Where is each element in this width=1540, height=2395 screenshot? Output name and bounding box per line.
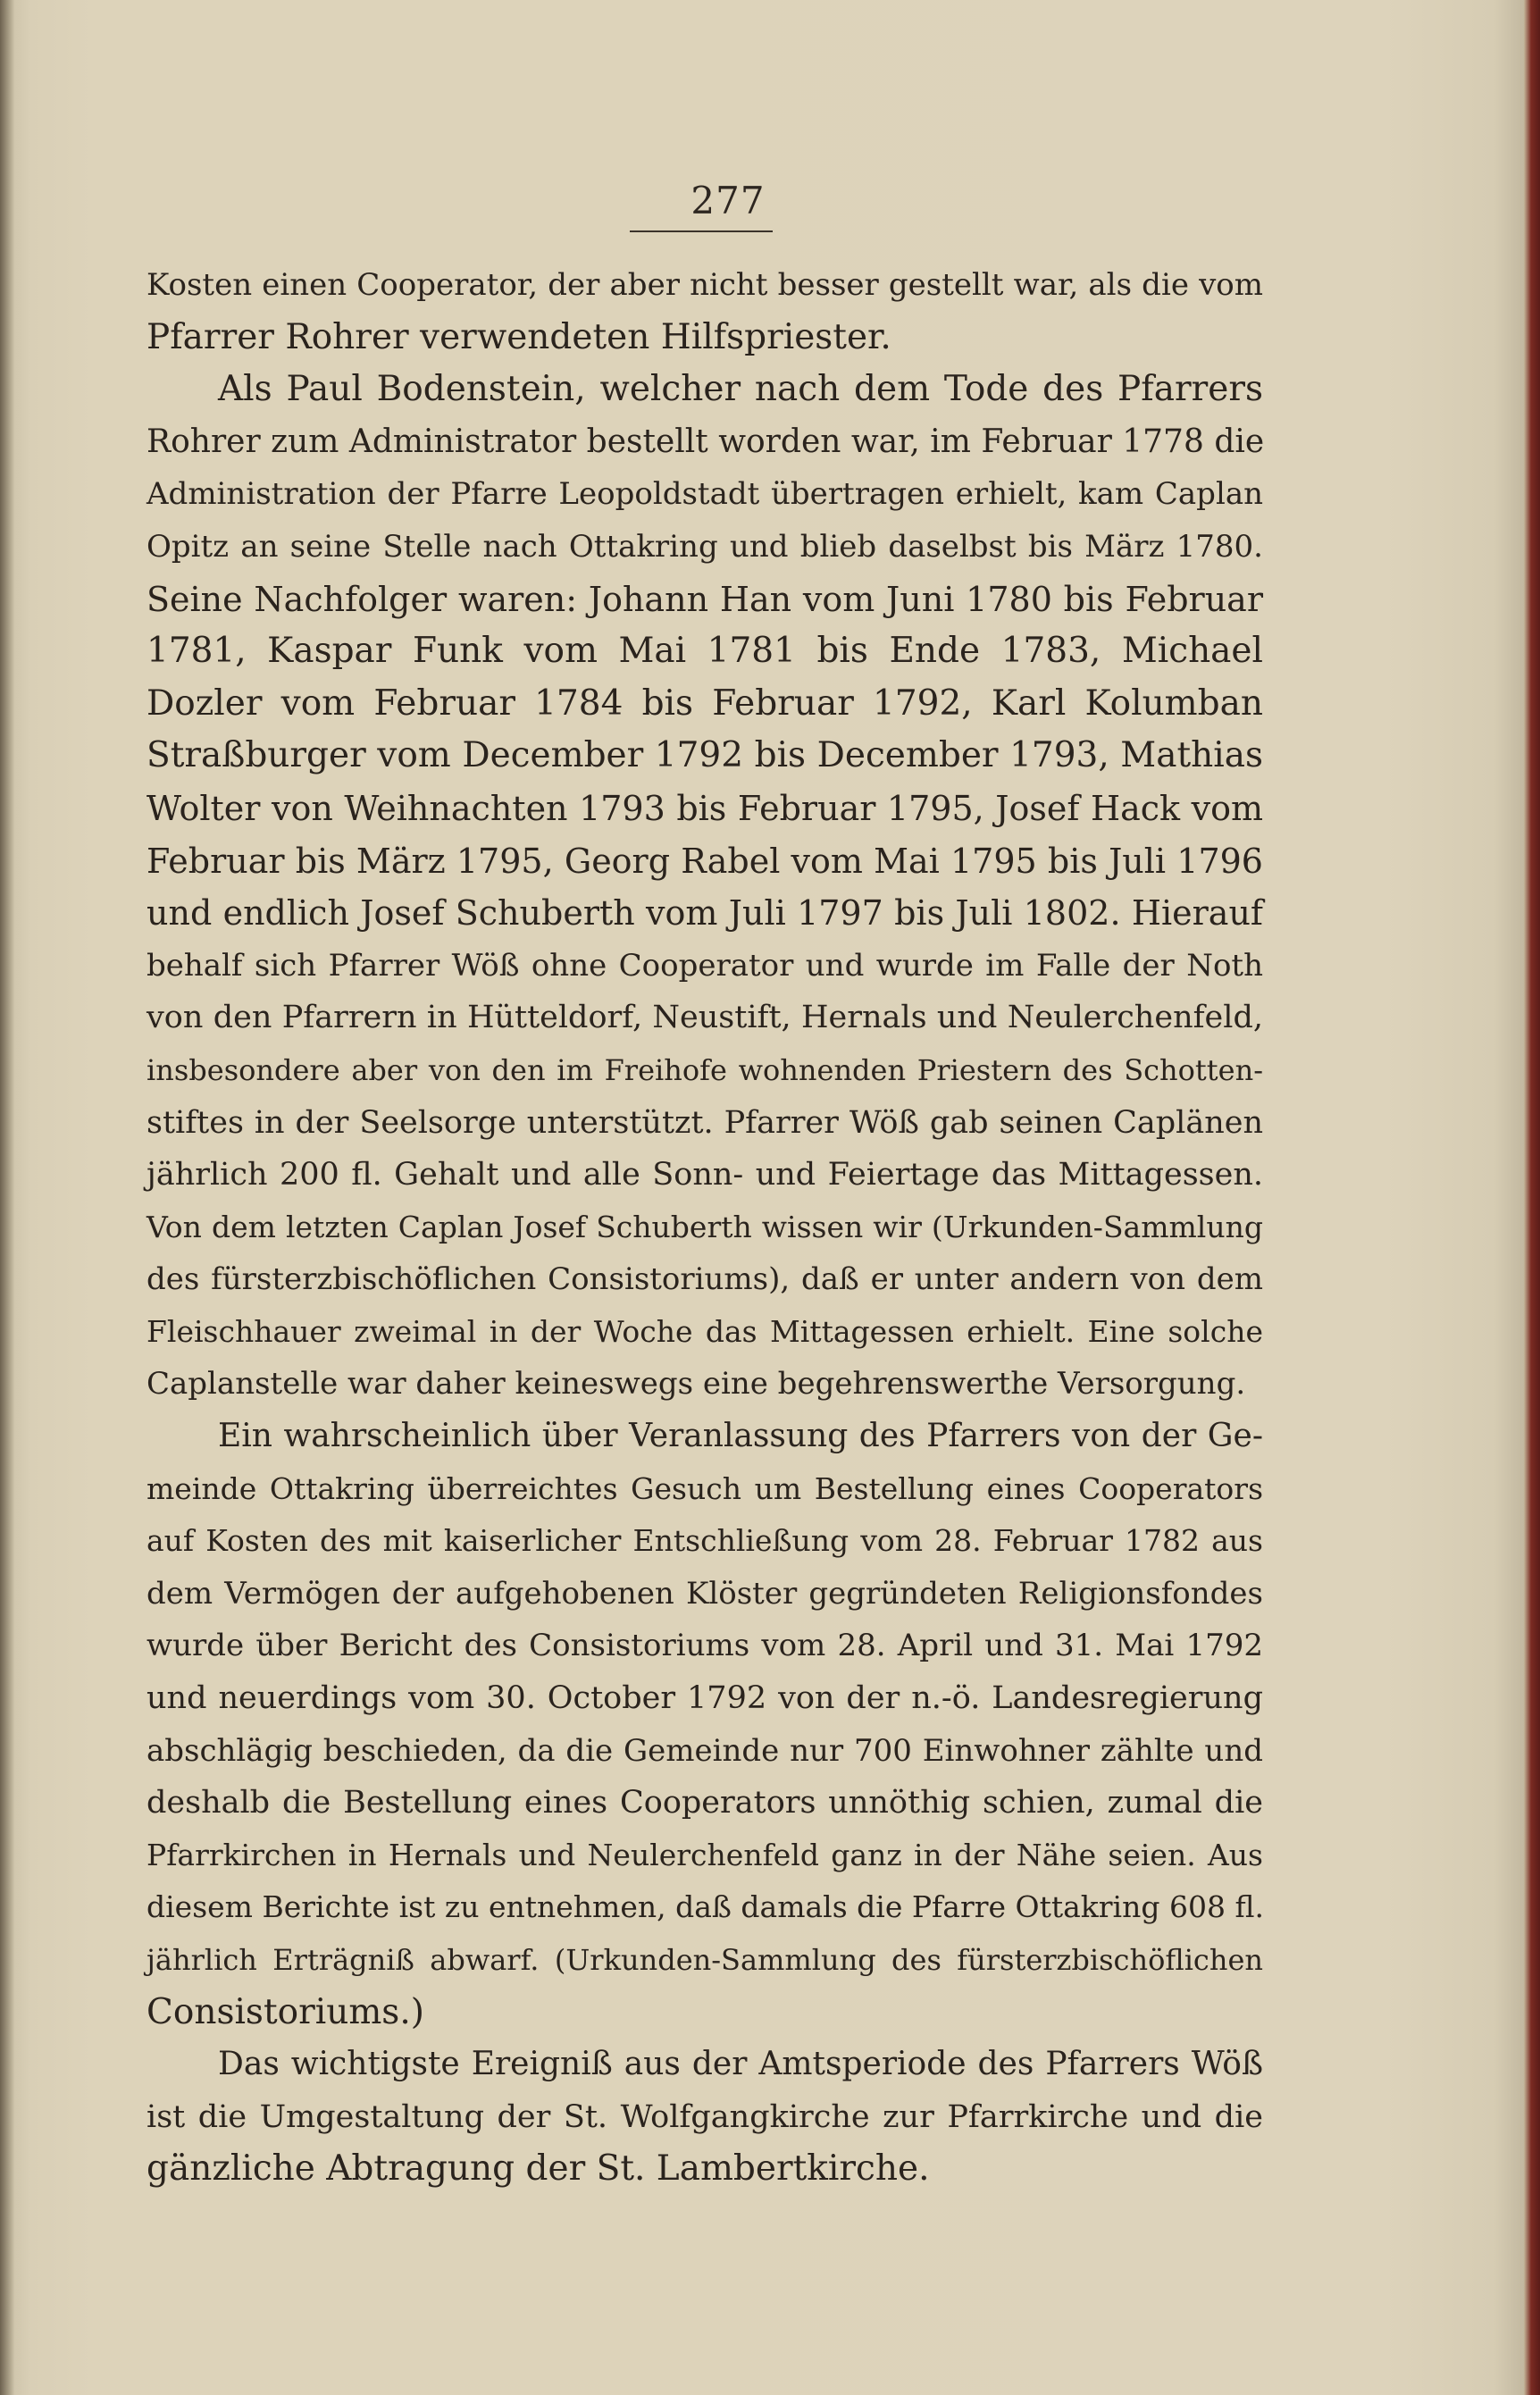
text-line: wurde über Bericht des Consistoriums vom 28. April und 31. Mai 1792 bbox=[146, 1628, 1263, 1664]
text-line: Caplanstelle war daher keineswegs eine begehrenswerthe Versorgung. bbox=[146, 1366, 1246, 1403]
text-line: dem Vermögen der aufgehobenen Klöster gegründeten Religionsfondes bbox=[146, 1575, 1263, 1612]
text-line: ist die Umgestaltung der St. Wolfgangkirche zur Pfarrkirche und die bbox=[146, 2098, 1263, 2135]
text-line: auf Kosten des mit kaiserlicher Entschließung vom 28. Februar 1782 aus bbox=[146, 1523, 1263, 1559]
text-line: Opitz an seine Stelle nach Ottakring und blieb daselbst bis März 1780. bbox=[146, 528, 1263, 565]
text-line: insbesondere aber von den im Freihofe wohnenden Priestern des Schotten- bbox=[146, 1052, 1263, 1087]
paragraph bbox=[146, 259, 1263, 364]
text-line: Fleischhauer zweimal in der Woche das Mittagessen erhielt. Eine solche bbox=[146, 1313, 1263, 1349]
text-line: jährlich 200 fl. Gehalt und alle Sonn- und Feiertage das Mittagessen. bbox=[146, 1157, 1263, 1193]
text-line: abschlägig beschieden, da die Gemeinde nur 700 Einwohner zählte und bbox=[146, 1732, 1263, 1769]
text-line: Pfarrer Rohrer verwendeten Hilfspriester. bbox=[146, 316, 891, 357]
book-cover-edge bbox=[1524, 0, 1540, 2395]
text-line: Straßburger vom December 1792 bis December 1793, Mathias bbox=[146, 735, 1263, 776]
text-line: behalf sich Pfarrer Wöß ohne Cooperator und wurde im Falle der Noth bbox=[146, 947, 1263, 984]
paragraph bbox=[146, 364, 1263, 1411]
paragraph bbox=[146, 2039, 1263, 2196]
text-line: und endlich Josef Schuberth vom Juli 1797 bis Juli 1802. Hierauf bbox=[146, 893, 1263, 934]
text-line: Ein wahrscheinlich über Veranlassung des Pfarrers von der Ge- bbox=[218, 1418, 1263, 1455]
text-line: gänzliche Abtragung der St. Lambertkirche. bbox=[146, 2148, 930, 2190]
text-line: des fürsterzbischöflichen Consistoriums), daß er unter andern von dem bbox=[146, 1261, 1263, 1298]
text-line: und neuerdings vom 30. October 1792 von der n.-ö. Landesregierung bbox=[146, 1680, 1263, 1717]
text-line: Dozler vom Februar 1784 bis Februar 1792, Karl Kolumban bbox=[146, 682, 1263, 724]
text-line: jährlich Erträgniß abwarf. (Urkunden-Sammlung des fürsterzbischöflichen bbox=[146, 1943, 1263, 1977]
text-line: Seine Nachfolger waren: Johann Han vom Juni 1780 bis Februar bbox=[146, 579, 1263, 619]
text-line: diesem Berichte ist zu entnehmen, daß damals die Pfarre Ottakring 608 fl. bbox=[146, 1889, 1264, 1925]
page-number-rule bbox=[630, 230, 773, 232]
text-line: meinde Ottakring überreichtes Gesuch um Bestellung eines Cooperators bbox=[146, 1470, 1263, 1506]
text-line: Rohrer zum Administrator bestellt worden war, im Februar 1778 die bbox=[146, 423, 1265, 460]
text-line: 1781, Kaspar Funk vom Mai 1781 bis Ende 1783, Michael bbox=[146, 631, 1263, 672]
text-line: Als Paul Bodenstein, welcher nach dem Tode des Pfarrers bbox=[218, 369, 1263, 410]
text-line: stiftes in der Seelsorge unterstützt. Pfarrer Wöß gab seinen Caplänen bbox=[146, 1104, 1263, 1141]
text-line: Administration der Pfarre Leopoldstadt übertragen erhielt, kam Caplan bbox=[146, 476, 1263, 513]
text-line: Das wichtigste Ereigniß aus der Amtsperiode des Pfarrers Wöß bbox=[218, 2046, 1263, 2083]
paragraph bbox=[146, 1411, 1263, 2039]
text-line: von den Pfarrern in Hütteldorf, Neustift, Hernals und Neulerchenfeld, bbox=[146, 1000, 1263, 1036]
page-gutter-left bbox=[0, 0, 14, 2395]
text-line: deshalb die Bestellung eines Cooperators unnöthig schien, zumal die bbox=[146, 1785, 1263, 1821]
text-line: Consistoriums.) bbox=[146, 1991, 424, 2032]
text-line: Februar bis März 1795, Georg Rabel vom Mai 1795 bis Juli 1796 bbox=[146, 841, 1263, 881]
text-line: Kosten einen Cooperator, der aber nicht besser gestellt war, als die vom bbox=[146, 267, 1263, 303]
body-text bbox=[146, 259, 1263, 2196]
page-number: 277 bbox=[690, 179, 766, 222]
text-line: Von dem letzten Caplan Josef Schuberth wissen wir (Urkunden-Sammlung bbox=[146, 1209, 1263, 1244]
text-line: Pfarrkirchen in Hernals und Neulerchenfeld ganz in der Nähe seien. Aus bbox=[146, 1837, 1263, 1872]
text-line: Wolter von Weihnachten 1793 bis Februar 1795, Josef Hack vom bbox=[146, 788, 1263, 828]
